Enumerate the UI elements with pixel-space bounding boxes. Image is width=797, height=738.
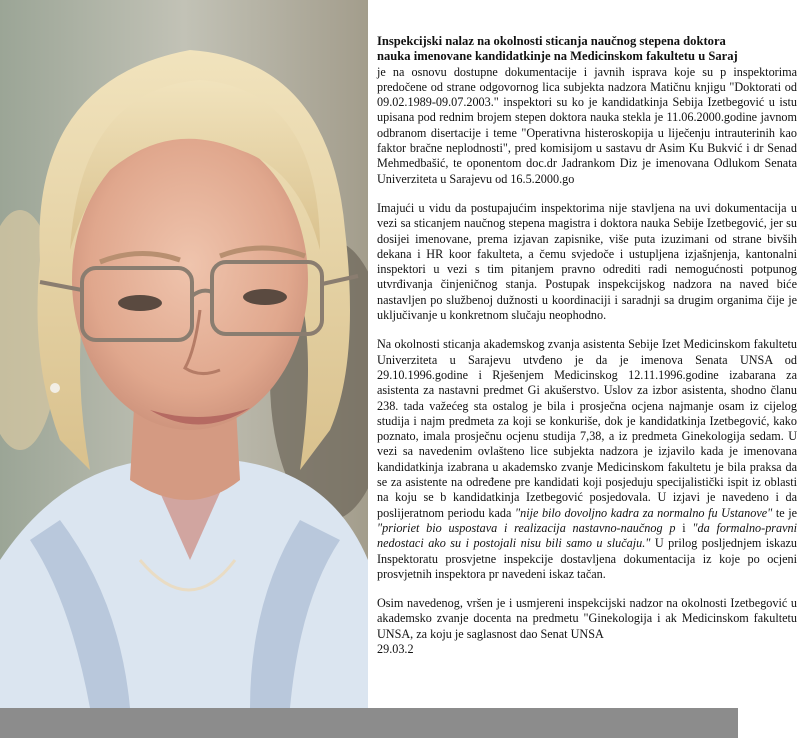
woman-portrait-icon [0, 0, 368, 708]
quote-connector-2: i [675, 520, 693, 535]
document-body [377, 34, 797, 671]
quote-3: "da formalno-pravni nedostaci ako su i postojali nisu bili samo u slučaju." [377, 520, 797, 551]
quote-connector-1: te je [772, 505, 797, 520]
paragraph-4-text: Osim navedenog, vršen je i usmjereni inspekcijski nadzor na okolnosti Izetbegović u akademsko zvanje docenta na predmetu "Ginekologija i ak Medicinskom fakultetu UNSA, za koju je saglasnost dao Senat UNSA [377, 596, 797, 641]
document-title [377, 34, 797, 65]
quote-1: "nije bilo dovoljno kadra za normalno fu Ustanove" [514, 505, 773, 520]
bottom-bar [0, 708, 738, 738]
document-paragraph-2: Imajući u vidu da postupajućim inspektorima nije stavljena na uvi dokumentacija u vezi sa sticanjem naučnog stepena magistra i doktora nauka Sebije Izetbegović, jer su dosijei imenovane, prema izjavan zapisnike, više puta izuzimani od strane bivših dekana i HR koor fakulteta, a čemu svjedoče i ustupljena izjašnjenja, kantonalni inspektori u vezi s tim pitanjem pravno odrediti radi nemogućnosti potpunog utvrđivanja činjeničnog stanja. Postupak inspekcijskog nadzora na naved biće nastavljen po službenoj dužnosti u koordinaciji i saradnji sa drugim organima čije je uključivanje u konkretnom slučaju neophodno. [377, 200, 797, 323]
portrait-photo [0, 0, 368, 708]
document-cut-line: 29.03.2 [377, 641, 414, 656]
document-paragraph-3 [377, 337, 797, 582]
document-paragraph-1: je na osnovu dostupne dokumentacije i javnih isprava koje su p inspektorima predočene od strane odgovornog lica subjekta nadzora Matičnu knjigu "Doktorati od 09.02.1989-09.07.2003." inspektori su ko je kandidatkinja Sebija Izetbegović u istu upisana pod rednim brojem stepen doktora nauka stekla je 11.06.2000.godine javnom odbranom disertacije i teme "Operativna histeroskopija u liječenju intrauterinih kao faktor bračne neplodnosti", pred komisijom u sastavu dr Asim Ku Bukvić i dr Senad Mehmedbašić, te oponentom doc.dr Jadrankom Diz je imenovana Odlukom Senata Univerziteta u Sarajevu od 16.5.2000.go [377, 64, 797, 186]
document-paragraph-4 [377, 596, 797, 657]
quote-2: "prioriet bio uspostava i realizacija nastavno-naučnog p [377, 520, 676, 535]
document-scan [368, 0, 797, 708]
document-title-line-1: Inspekcijski nalaz na okolnosti sticanja naučnog stepena doktora [377, 34, 726, 48]
paragraph-3-tail: U prilog posljednjem iskazu Inspektoratu prosvjetne inspekcije dostavljena dokumentacija iz koje po ocjeni prosvjetnih inspektora pr navedeni iskaz tačan. [377, 536, 797, 581]
paragraph-3-text: Na okolnosti sticanja akademskog zvanja asistenta Sebije Izet Medicinskom fakultetu Univerziteta u Sarajevu utvđeno je da je imenova Senata UNSA od 29.10.1996.godine i Rješenjem Medicinskog 12.11.1996.godine izabarana za asistenta za nastavni predmet Gi akušerstvo. Uslov za izbor asistenta, shodno članu 238. tada važećeg sta ostalog je bila i prosječna ocjena najmanje osam iz cijelog studija i najm predmeta za koji se konkuriše, dok je kandidatkinja Izetbegović, kako poznato, imala prosječnu ocjenu studija 7,38, a iz predmeta Ginekologija sedam. U vezi sa navedenim ovlašteno lice subjekta nadzora je izjavilo kada je imenovana kandidatkinja izabrana u akademsko zvanje Medicinskom fakultetu je bila praksa da se za asistente na određene pre kandidati koji posjeduju specijalistički ispit iz oblasti na koju se b kandidatkinja Izetbegović posjedovala. U izjavi je navedeno i da poslijeratnom periodu kada [377, 337, 797, 520]
document-title-line-2: nauka imenovane kandidatkinje na Medicinskom fakultetu u Saraj [377, 49, 738, 64]
